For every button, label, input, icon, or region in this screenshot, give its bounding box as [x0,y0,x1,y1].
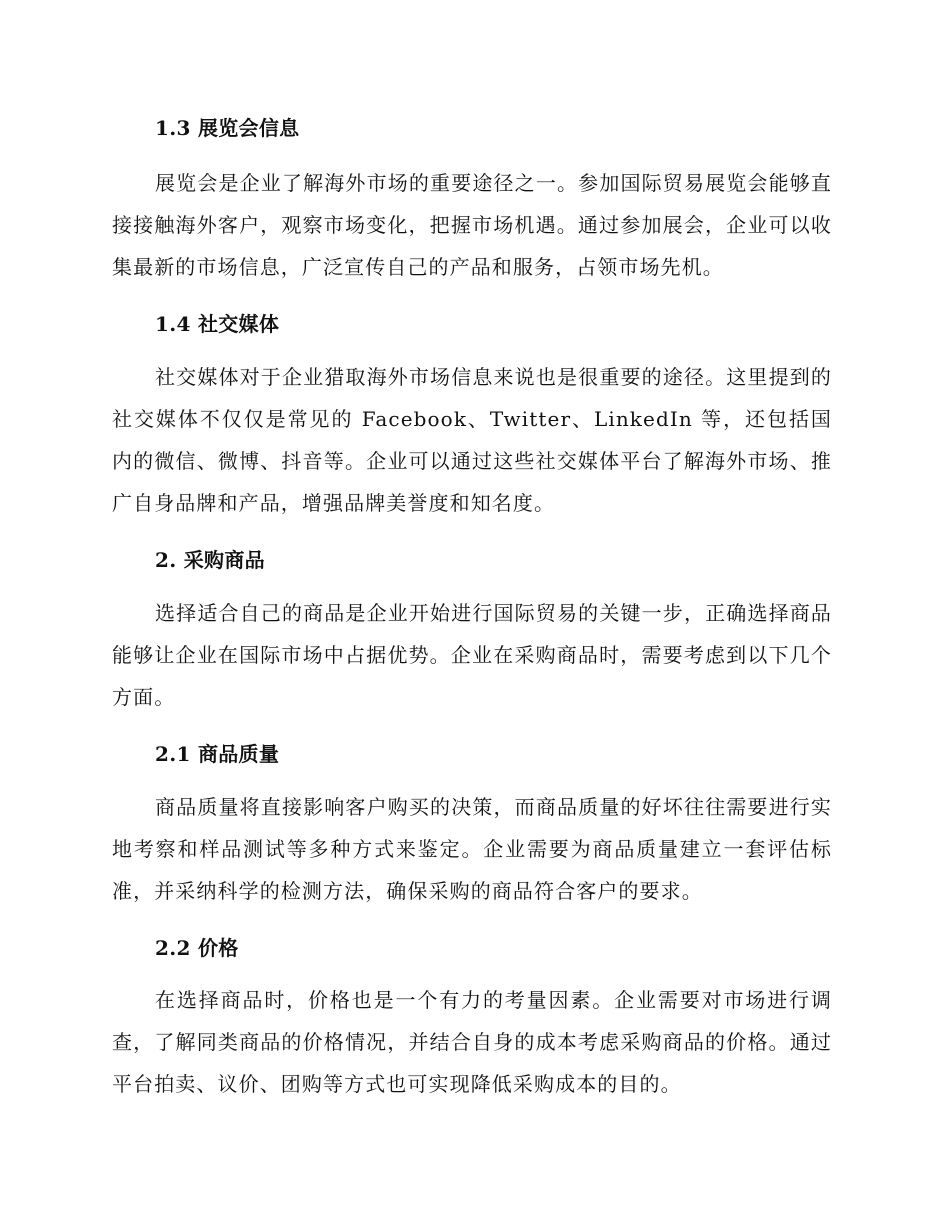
section-body-1-3: 展览会是企业了解海外市场的重要途径之一。参加国际贸易展览会能够直接接触海外客户，观察市场变化，把握市场机遇。通过参加展会，企业可以收集最新的市场信息，广泛宣传自己的产品和服务，占领市场先机。 [112,171,832,279]
section-body-2: 选择适合自己的商品是企业开始进行国际贸易的关键一步，正确选择商品能够让企业在国际市场中占据优势。企业在采购商品时，需要考虑到以下几个方面。 [112,601,832,709]
section-body-1-4: 社交媒体对于企业猎取海外市场信息来说也是很重要的途径。这里提到的社交媒体不仅仅是常见的 Facebook、Twitter、LinkedIn 等，还包括国内的微信、微博、抖音等。企业可以通过这些社交媒体平台了解海外市场、推广自身品牌和产品，增强品牌美誉度和知名度。 [112,365,832,515]
section-body-2-1: 商品质量将直接影响客户购买的决策，而商品质量的好坏往往需要进行实地考察和样品测试等多种方式来鉴定。企业需要为商品质量建立一套评估标准，并采纳科学的检测方法，确保采购的商品符合客户的要求。 [112,795,832,903]
section-body-2-2: 在选择商品时，价格也是一个有力的考量因素。企业需要对市场进行调查，了解同类商品的价格情况，并结合自身的成本考虑采购商品的价格。通过平台拍卖、议价、团购等方式也可实现降低采购成本的目的。 [112,988,832,1096]
section-heading-2: 2. 采购商品 [155,548,265,572]
section-heading-1-3: 1.3 展览会信息 [155,116,300,140]
section-heading-2-1: 2.1 商品质量 [155,742,280,766]
section-heading-2-2: 2.2 价格 [155,936,239,960]
section-heading-1-4: 1.4 社交媒体 [155,312,280,336]
